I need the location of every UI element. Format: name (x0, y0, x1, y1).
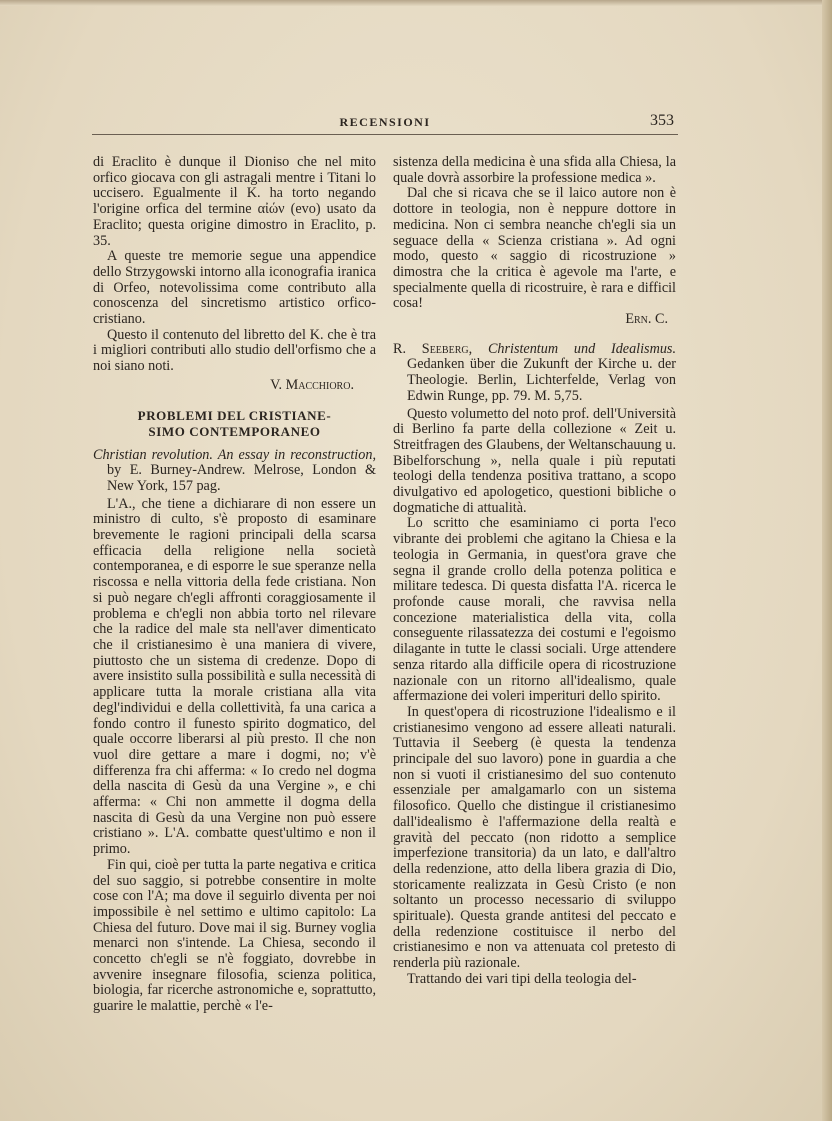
header-rule (92, 134, 678, 135)
bibliographic-entry (393, 342, 676, 405)
paragraph: Questo il contenuto del libretto del K. che è tra i migliori contributi allo studio dell'orfismo che a noi siano noti. (93, 326, 376, 375)
paragraph: Lo scritto che esaminiamo ci porta l'eco vibrante dei problemi che agitano la Chiesa e la teologia in Germania, in quest'ora grave che segna il grande crollo della potenza politica e militare tedesca. Di questa disfatta l'A. ricerca le profonde cause morali, che ravvisa nella concezione materialistica della vita, colla conseguente rilassatezza dei costumi e l'egoismo dilagante in tutte le classi sociali. Urge attendere senza ritardo alla difficile opera di ricostruzione nazionale con un ritorno all'idealismo, quale affermazione dei voleri imperituri dello spirito. (393, 515, 676, 705)
review-signature: Ern. C. (625, 311, 668, 328)
paragraph: di Eraclito è dunque il Dioniso che nel mito orfico giocava con gli astragali mentre i Titani lo uccisero. Egualmente il K. ha torto negando l'origine orfica del termine αἰών (evo) usato da Eraclito; questa origine dimostro in Eraclito, p. 35. (93, 154, 376, 249)
paragraph: In quest'opera di ricostruzione l'idealismo e il cristianesimo vengono ad essere alleati naturali. Tuttavia il Seeberg (è questa la tendenza principale del suo lavoro) pone in guardia a che non si vuoti il cristianesimo del suo contenuto essenziale per amalgamarlo con un sistema filosofico. Quello che distingue il cristianesimo dall'idealismo è l'affermazione della realtà e gravità del peccato (non ridotto a semplice imperfezione transitoria) da un lato, e dall'altro della redenzione, atto della libera grazia di Dio, storicamente realizzata in Gesù Cristo (e non soltanto un processo necessario di sviluppo spirituale). Questa grande antitesi del peccato e della redenzione costituisce il nerbo del cristianesimo e non va attenuata col pretesto di renderla più razionale. (393, 703, 676, 972)
section-heading-line: PROBLEMI DEL CRISTIANE- (137, 407, 332, 423)
book-title: Christentum und Idealismus. (487, 340, 676, 357)
paragraph: Fin qui, cioè per tutta la parte negativa e critica del suo saggio, si potrebbe consentire in molte cose con l'A; ma dove il seguirlo diventa per noi impossibile è nel settimo e ultimo capitolo: La Chiesa del futuro. Dove mai il sig. Burney voglia menarci non s'intende. La Chiesa, secondo il concetto ch'egli se n'è foggiato, dovrebbe in avvenire insegnare filosofia, scienza politica, biologia, far ricerche astronomiche e, soprattutto, guarire le malattie, perchè « l'e- (93, 856, 376, 1015)
book-title: Christian revolution. An essay in reconstruction, (93, 446, 376, 463)
review-signature: V. Macchioro. (270, 376, 354, 393)
right-column (393, 155, 676, 988)
paragraph: sistenza della medicina è una sfida alla Chiesa, la quale dovrà assorbire la professione medica ». (393, 154, 676, 186)
paragraph: Dal che si ricava che se il laico autore non è dottore in teologia, non è neppure dottore in medicina. Non ci sembra neanche ch'egli sia un seguace della « Scienza cristiana ». Ad ogni modo, questo « saggio di ricostruzione » dimostra che la critica è agevole ma l'arte, e specialmente quella di ricostruire, è rara e difficil cosa! (393, 185, 676, 312)
bibliographic-entry (93, 448, 376, 495)
book-details: Gedanken über die Zukunft der Kirche u. der Theologie. Berlin, Lichterfelde, Verlag von Edwin Runge, pp. 79. M. 5,75. (407, 356, 676, 404)
book-details: by E. Burney-Andrew. Melrose, London & New York, 157 pag. (107, 462, 376, 494)
paragraph: Trattando dei vari tipi della teologia del- (407, 970, 637, 987)
paragraph: L'A., che tiene a dichiarare di non essere un ministro di culto, s'è proposto di esaminare brevemente le ragioni principali della scarsa efficacia della religione nella società contemporanea, e di esporre le sue speranze nella riscossa e nella vittoria della fede cristiana. Non si può negare ch'egli affronti coraggiosamente il problema e ch'egli non abbia torto nel rilevare che la radice del male sta nell'aver dimenticato che il cristianesimo è una maniera di vivere, piuttosto che un sistema di credenze. Dopo di avere insistito sulla possibilità e sulla necessità di applicare tutta la morale cristiana alla vita degl'individui e della collettività, fa una carica a fondo contro il funesto spirito dogmatico, del quale occorre liberarsi al più presto. Il che non vuol dire gettare a mare i dogmi, no; v'è differenza fra chi afferma: « Io credo nel dogma della nascita di Gesù da una Vergine », e chi afferma: « Chi non ammette il dogma della nascita di Gesù da una Vergine non può essere cristiano ». L'A. combatte quest'ultimo e non il primo. (93, 495, 376, 858)
page-binding-edge (822, 0, 832, 1121)
section-heading-line: SIMO CONTEMPORANEO (148, 423, 321, 439)
page-top-edge (0, 0, 832, 6)
book-author: R. Seeberg, (393, 340, 473, 357)
page-number: 353 (650, 112, 674, 129)
running-head (92, 112, 678, 134)
left-column (93, 155, 376, 1015)
section-heading (93, 408, 376, 440)
paragraph: A queste tre memorie segue una appendice dello Strzygowski intorno alla iconografia iranica di Orfeo, notevolissima come contributo alla conoscenza del sincretismo artistico orfico-cristiano. (93, 248, 376, 328)
running-title: RECENSIONI (339, 115, 431, 129)
paragraph: Questo volumetto del noto prof. dell'Università di Berlino fa parte della collezione « Zeit u. Streitfragen des Glaubens, der Weltanschauung u. Bibelforschung », nella quale i più reputati teologi della tendenza positiva trattano, a scopo divulgativo ed apologetico, questioni bibliche o dogmatiche di attualità. (393, 405, 676, 516)
